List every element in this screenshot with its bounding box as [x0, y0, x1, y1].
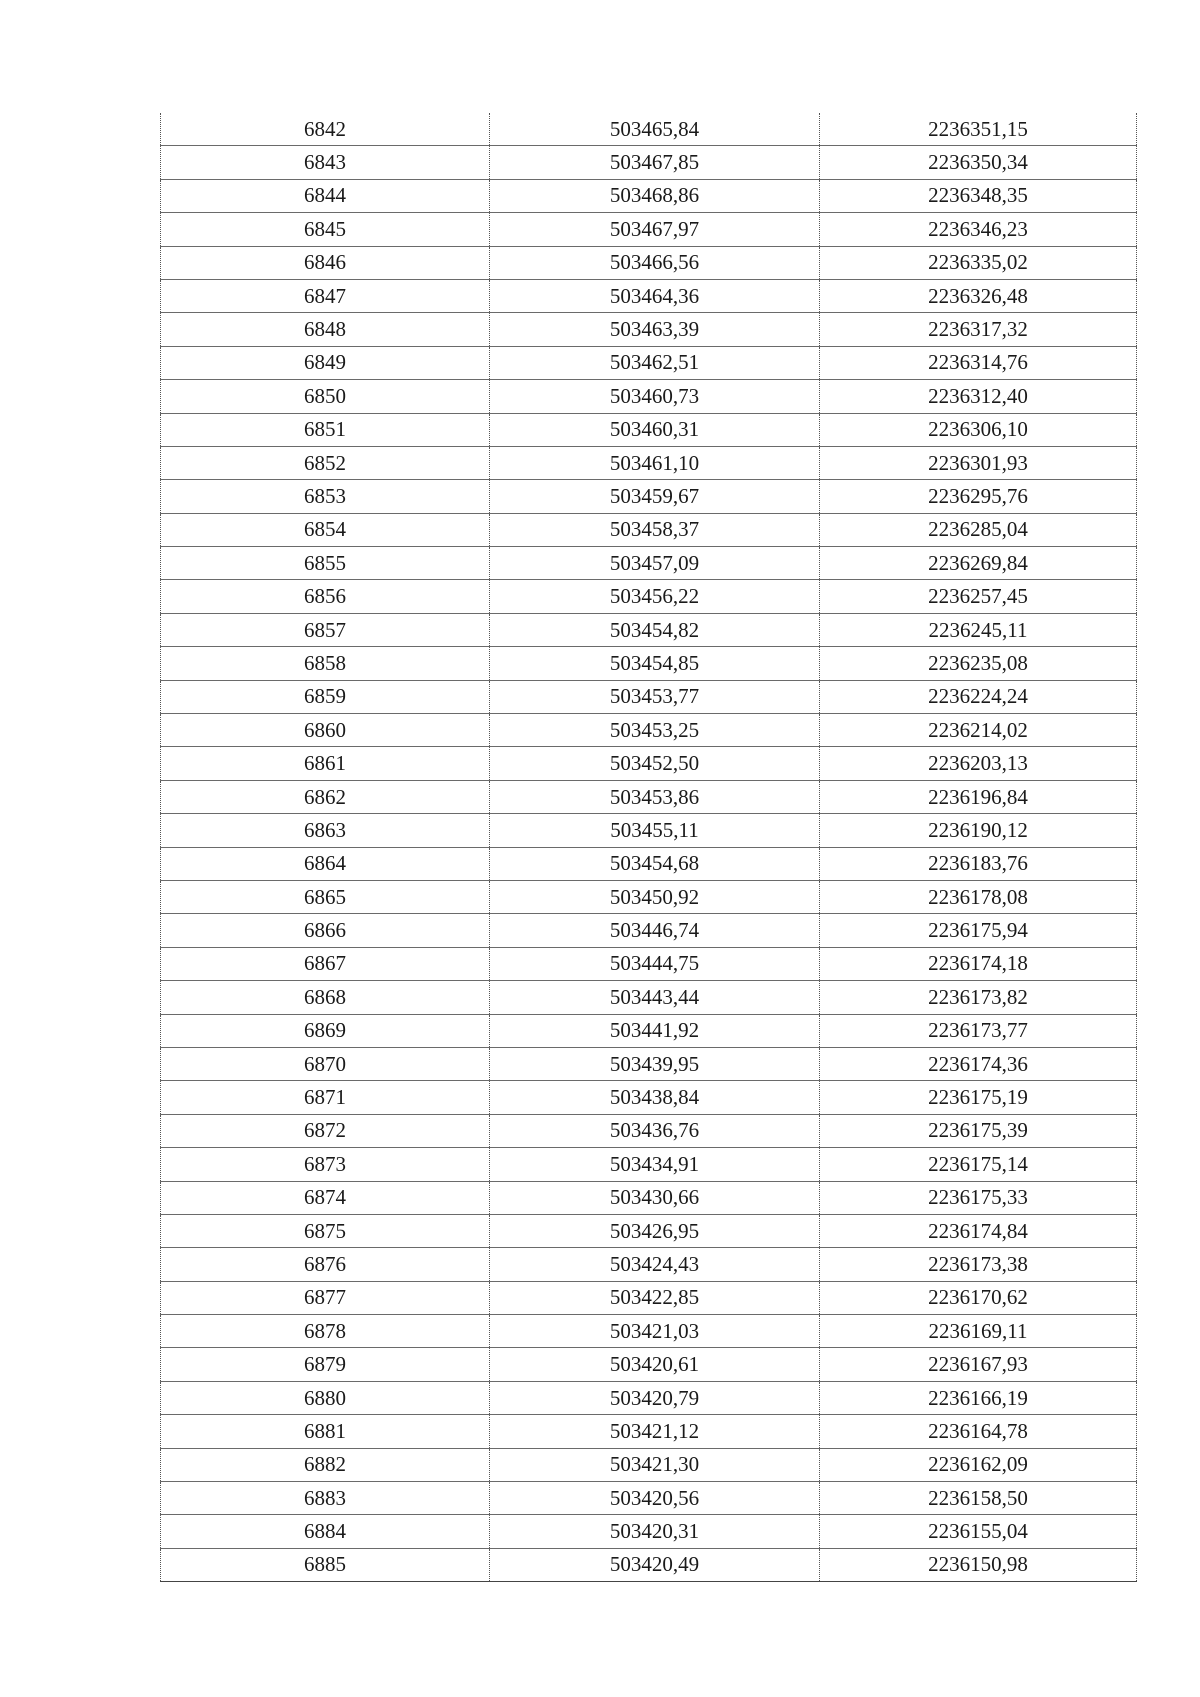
- y-coordinate-cell: 2236167,93: [820, 1348, 1137, 1381]
- table-row: [161, 847, 1137, 880]
- y-coordinate-cell: 2236257,45: [820, 580, 1137, 613]
- point-number-cell: 6843: [161, 146, 490, 179]
- point-number-cell: 6865: [161, 880, 490, 913]
- point-number-cell: 6850: [161, 380, 490, 413]
- coordinates-table-body: [161, 113, 1137, 1582]
- x-coordinate-cell: 503463,39: [490, 313, 820, 346]
- table-row: [161, 1114, 1137, 1147]
- point-number-cell: 6879: [161, 1348, 490, 1381]
- table-row: [161, 613, 1137, 646]
- y-coordinate-cell: 2236326,48: [820, 279, 1137, 312]
- y-coordinate-cell: 2236348,35: [820, 179, 1137, 212]
- table-row: [161, 446, 1137, 479]
- x-coordinate-cell: 503422,85: [490, 1281, 820, 1314]
- x-coordinate-cell: 503420,56: [490, 1482, 820, 1515]
- table-row: [161, 680, 1137, 713]
- x-coordinate-cell: 503456,22: [490, 580, 820, 613]
- y-coordinate-cell: 2236175,94: [820, 914, 1137, 947]
- y-coordinate-cell: 2236214,02: [820, 714, 1137, 747]
- table-row: [161, 513, 1137, 546]
- table-row: [161, 780, 1137, 813]
- x-coordinate-cell: 503420,79: [490, 1381, 820, 1414]
- table-row: [161, 480, 1137, 513]
- x-coordinate-cell: 503420,31: [490, 1515, 820, 1548]
- x-coordinate-cell: 503462,51: [490, 346, 820, 379]
- table-row: [161, 1315, 1137, 1348]
- x-coordinate-cell: 503466,56: [490, 246, 820, 279]
- y-coordinate-cell: 2236235,08: [820, 647, 1137, 680]
- point-number-cell: 6852: [161, 446, 490, 479]
- table-row: [161, 1381, 1137, 1414]
- point-number-cell: 6870: [161, 1047, 490, 1080]
- table-row: [161, 1348, 1137, 1381]
- x-coordinate-cell: 503426,95: [490, 1214, 820, 1247]
- y-coordinate-cell: 2236175,39: [820, 1114, 1137, 1147]
- point-number-cell: 6866: [161, 914, 490, 947]
- y-coordinate-cell: 2236164,78: [820, 1415, 1137, 1448]
- table-row: [161, 1148, 1137, 1181]
- table-row: [161, 1047, 1137, 1080]
- y-coordinate-cell: 2236190,12: [820, 814, 1137, 847]
- point-number-cell: 6854: [161, 513, 490, 546]
- y-coordinate-cell: 2236155,04: [820, 1515, 1137, 1548]
- point-number-cell: 6846: [161, 246, 490, 279]
- x-coordinate-cell: 503459,67: [490, 480, 820, 513]
- x-coordinate-cell: 503453,25: [490, 714, 820, 747]
- point-number-cell: 6855: [161, 547, 490, 580]
- y-coordinate-cell: 2236301,93: [820, 446, 1137, 479]
- x-coordinate-cell: 503458,37: [490, 513, 820, 546]
- x-coordinate-cell: 503420,61: [490, 1348, 820, 1381]
- table-row: [161, 179, 1137, 212]
- y-coordinate-cell: 2236245,11: [820, 613, 1137, 646]
- point-number-cell: 6867: [161, 947, 490, 980]
- point-number-cell: 6864: [161, 847, 490, 880]
- point-number-cell: 6872: [161, 1114, 490, 1147]
- y-coordinate-cell: 2236173,77: [820, 1014, 1137, 1047]
- table-row: [161, 747, 1137, 780]
- y-coordinate-cell: 2236150,98: [820, 1548, 1137, 1581]
- y-coordinate-cell: 2236173,38: [820, 1248, 1137, 1281]
- x-coordinate-cell: 503464,36: [490, 279, 820, 312]
- table-row: [161, 1014, 1137, 1047]
- table-row: [161, 146, 1137, 179]
- table-row: [161, 1415, 1137, 1448]
- y-coordinate-cell: 2236285,04: [820, 513, 1137, 546]
- x-coordinate-cell: 503450,92: [490, 880, 820, 913]
- coordinates-table: [160, 113, 1137, 1582]
- point-number-cell: 6869: [161, 1014, 490, 1047]
- point-number-cell: 6845: [161, 213, 490, 246]
- point-number-cell: 6883: [161, 1482, 490, 1515]
- y-coordinate-cell: 2236350,34: [820, 146, 1137, 179]
- table-row: [161, 1548, 1137, 1581]
- table-row: [161, 1081, 1137, 1114]
- point-number-cell: 6871: [161, 1081, 490, 1114]
- y-coordinate-cell: 2236312,40: [820, 380, 1137, 413]
- y-coordinate-cell: 2236175,33: [820, 1181, 1137, 1214]
- x-coordinate-cell: 503424,43: [490, 1248, 820, 1281]
- point-number-cell: 6859: [161, 680, 490, 713]
- y-coordinate-cell: 2236306,10: [820, 413, 1137, 446]
- table-row: [161, 346, 1137, 379]
- y-coordinate-cell: 2236203,13: [820, 747, 1137, 780]
- x-coordinate-cell: 503430,66: [490, 1181, 820, 1214]
- x-coordinate-cell: 503439,95: [490, 1047, 820, 1080]
- x-coordinate-cell: 503452,50: [490, 747, 820, 780]
- table-row: [161, 880, 1137, 913]
- x-coordinate-cell: 503443,44: [490, 981, 820, 1014]
- x-coordinate-cell: 503421,30: [490, 1448, 820, 1481]
- y-coordinate-cell: 2236158,50: [820, 1482, 1137, 1515]
- y-coordinate-cell: 2236174,84: [820, 1214, 1137, 1247]
- x-coordinate-cell: 503444,75: [490, 947, 820, 980]
- point-number-cell: 6868: [161, 981, 490, 1014]
- y-coordinate-cell: 2236175,14: [820, 1148, 1137, 1181]
- point-number-cell: 6878: [161, 1315, 490, 1348]
- x-coordinate-cell: 503457,09: [490, 547, 820, 580]
- point-number-cell: 6844: [161, 179, 490, 212]
- table-row: [161, 413, 1137, 446]
- y-coordinate-cell: 2236169,11: [820, 1315, 1137, 1348]
- x-coordinate-cell: 503465,84: [490, 113, 820, 146]
- point-number-cell: 6875: [161, 1214, 490, 1247]
- point-number-cell: 6847: [161, 279, 490, 312]
- x-coordinate-cell: 503460,31: [490, 413, 820, 446]
- x-coordinate-cell: 503454,82: [490, 613, 820, 646]
- table-row: [161, 547, 1137, 580]
- table-row: [161, 279, 1137, 312]
- point-number-cell: 6858: [161, 647, 490, 680]
- y-coordinate-cell: 2236196,84: [820, 780, 1137, 813]
- table-row: [161, 647, 1137, 680]
- y-coordinate-cell: 2236314,76: [820, 346, 1137, 379]
- point-number-cell: 6842: [161, 113, 490, 146]
- x-coordinate-cell: 503453,86: [490, 780, 820, 813]
- table-row: [161, 213, 1137, 246]
- point-number-cell: 6860: [161, 714, 490, 747]
- x-coordinate-cell: 503446,74: [490, 914, 820, 947]
- point-number-cell: 6876: [161, 1248, 490, 1281]
- table-row: [161, 1482, 1137, 1515]
- y-coordinate-cell: 2236166,19: [820, 1381, 1137, 1414]
- table-row: [161, 580, 1137, 613]
- point-number-cell: 6884: [161, 1515, 490, 1548]
- table-row: [161, 246, 1137, 279]
- table-row: [161, 1281, 1137, 1314]
- y-coordinate-cell: 2236183,76: [820, 847, 1137, 880]
- table-row: [161, 914, 1137, 947]
- y-coordinate-cell: 2236175,19: [820, 1081, 1137, 1114]
- point-number-cell: 6874: [161, 1181, 490, 1214]
- x-coordinate-cell: 503421,03: [490, 1315, 820, 1348]
- point-number-cell: 6856: [161, 580, 490, 613]
- point-number-cell: 6885: [161, 1548, 490, 1581]
- x-coordinate-cell: 503438,84: [490, 1081, 820, 1114]
- table-row: [161, 113, 1137, 146]
- x-coordinate-cell: 503455,11: [490, 814, 820, 847]
- y-coordinate-cell: 2236269,84: [820, 547, 1137, 580]
- point-number-cell: 6881: [161, 1415, 490, 1448]
- y-coordinate-cell: 2236317,32: [820, 313, 1137, 346]
- x-coordinate-cell: 503468,86: [490, 179, 820, 212]
- table-row: [161, 1515, 1137, 1548]
- x-coordinate-cell: 503467,97: [490, 213, 820, 246]
- table-row: [161, 714, 1137, 747]
- y-coordinate-cell: 2236174,18: [820, 947, 1137, 980]
- y-coordinate-cell: 2236351,15: [820, 113, 1137, 146]
- table-row: [161, 1448, 1137, 1481]
- point-number-cell: 6882: [161, 1448, 490, 1481]
- x-coordinate-cell: 503454,68: [490, 847, 820, 880]
- point-number-cell: 6853: [161, 480, 490, 513]
- y-coordinate-cell: 2236295,76: [820, 480, 1137, 513]
- x-coordinate-cell: 503434,91: [490, 1148, 820, 1181]
- y-coordinate-cell: 2236170,62: [820, 1281, 1137, 1314]
- point-number-cell: 6877: [161, 1281, 490, 1314]
- y-coordinate-cell: 2236174,36: [820, 1047, 1137, 1080]
- point-number-cell: 6863: [161, 814, 490, 847]
- point-number-cell: 6849: [161, 346, 490, 379]
- x-coordinate-cell: 503461,10: [490, 446, 820, 479]
- x-coordinate-cell: 503460,73: [490, 380, 820, 413]
- table-row: [161, 380, 1137, 413]
- point-number-cell: 6862: [161, 780, 490, 813]
- table-row: [161, 947, 1137, 980]
- y-coordinate-cell: 2236346,23: [820, 213, 1137, 246]
- table-row: [161, 814, 1137, 847]
- point-number-cell: 6880: [161, 1381, 490, 1414]
- x-coordinate-cell: 503454,85: [490, 647, 820, 680]
- table-row: [161, 1181, 1137, 1214]
- point-number-cell: 6851: [161, 413, 490, 446]
- point-number-cell: 6861: [161, 747, 490, 780]
- x-coordinate-cell: 503441,92: [490, 1014, 820, 1047]
- point-number-cell: 6848: [161, 313, 490, 346]
- point-number-cell: 6857: [161, 613, 490, 646]
- y-coordinate-cell: 2236173,82: [820, 981, 1137, 1014]
- x-coordinate-cell: 503467,85: [490, 146, 820, 179]
- x-coordinate-cell: 503420,49: [490, 1548, 820, 1581]
- table-row: [161, 313, 1137, 346]
- y-coordinate-cell: 2236224,24: [820, 680, 1137, 713]
- point-number-cell: 6873: [161, 1148, 490, 1181]
- x-coordinate-cell: 503453,77: [490, 680, 820, 713]
- y-coordinate-cell: 2236335,02: [820, 246, 1137, 279]
- table-row: [161, 1214, 1137, 1247]
- x-coordinate-cell: 503436,76: [490, 1114, 820, 1147]
- y-coordinate-cell: 2236162,09: [820, 1448, 1137, 1481]
- table-row: [161, 1248, 1137, 1281]
- x-coordinate-cell: 503421,12: [490, 1415, 820, 1448]
- y-coordinate-cell: 2236178,08: [820, 880, 1137, 913]
- table-row: [161, 981, 1137, 1014]
